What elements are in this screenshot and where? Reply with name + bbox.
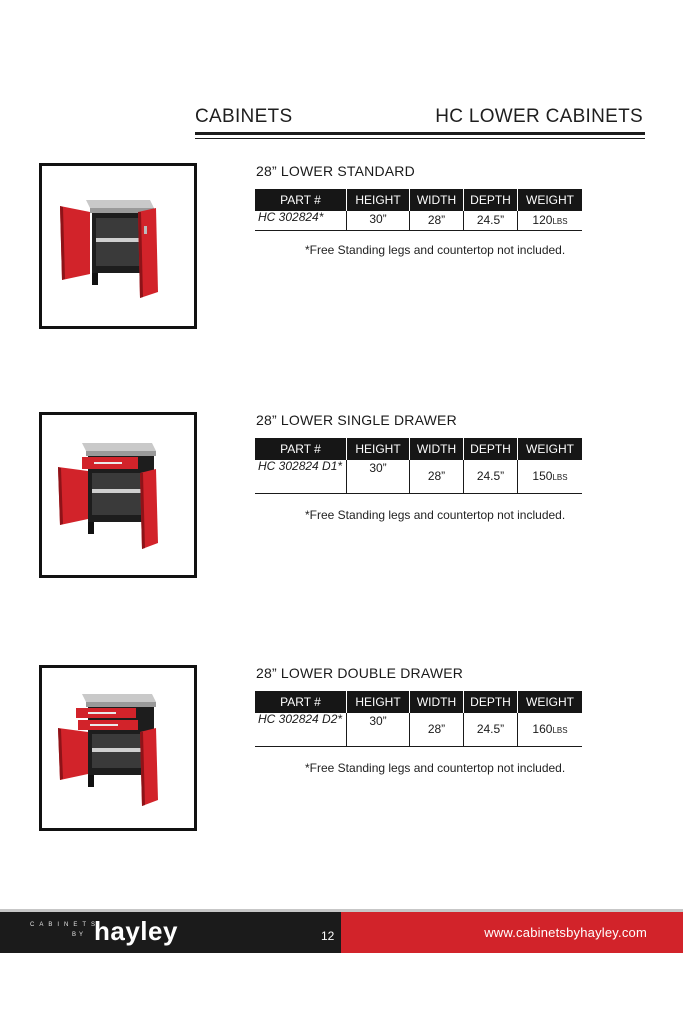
part-number: HC 302824 D2* [255,713,347,746]
cabinet-double-drawer-image [42,668,194,828]
brand-cabinets-text: CABINETS [30,922,101,928]
part-number: HC 302824* [255,211,347,230]
depth-value: 24.5” [464,713,518,746]
header-rule-thick [195,132,645,135]
header-rule-thin [195,138,645,139]
cabinet-standard-image [42,166,194,326]
height-value: 30” [347,460,410,493]
depth-value: 24.5” [464,460,518,493]
spec-table [255,438,582,494]
product-note: *Free Standing legs and countertop not included. [305,761,566,775]
col-header-weight: WEIGHT [518,189,583,211]
height-value: 30” [347,713,410,746]
product-lower-single-drawer [0,412,683,582]
depth-value: 24.5” [464,211,518,230]
website-link[interactable]: www.cabinetsbyhayley.com [484,925,647,940]
col-header-part: PART # [255,691,347,713]
height-value: 30” [347,211,410,230]
product-image-frame [39,163,197,329]
brand-by-text: BY [72,932,87,938]
product-title: 28” LOWER SINGLE DRAWER [256,412,457,428]
col-header-depth: DEPTH [464,691,518,713]
page-number: 12 [321,929,335,943]
page-footer [0,909,683,953]
col-header-height: HEIGHT [347,438,410,460]
section-title: CABINETS [195,106,293,127]
product-lower-standard [0,163,683,333]
col-header-width: WIDTH [410,438,464,460]
col-header-part: PART # [255,189,347,211]
width-value: 28” [410,211,464,230]
product-note: *Free Standing legs and countertop not included. [305,243,566,257]
part-number: HC 302824 D1* [255,460,347,493]
weight-value: 120LBS [518,211,583,230]
footer-brand-panel [0,912,341,953]
brand-logo: hayley [94,916,178,946]
col-header-depth: DEPTH [464,189,518,211]
col-header-height: HEIGHT [347,189,410,211]
product-image-frame [39,665,197,831]
col-header-depth: DEPTH [464,438,518,460]
col-header-weight: WEIGHT [518,691,583,713]
product-image-frame [39,412,197,578]
col-header-width: WIDTH [410,691,464,713]
product-lower-double-drawer [0,665,683,835]
footer-url-panel [341,912,683,953]
cabinet-single-drawer-image [42,415,194,575]
spec-table [255,189,582,231]
page-title: HC LOWER CABINETS [435,106,643,127]
product-title: 28” LOWER STANDARD [256,163,415,179]
width-value: 28” [410,713,464,746]
col-header-part: PART # [255,438,347,460]
width-value: 28” [410,460,464,493]
product-note: *Free Standing legs and countertop not included. [305,508,566,522]
col-header-width: WIDTH [410,189,464,211]
product-title: 28” LOWER DOUBLE DRAWER [256,665,464,681]
weight-value: 150LBS [518,460,583,493]
col-header-weight: WEIGHT [518,438,583,460]
col-header-height: HEIGHT [347,691,410,713]
spec-table [255,691,582,747]
weight-value: 160LBS [518,713,583,746]
